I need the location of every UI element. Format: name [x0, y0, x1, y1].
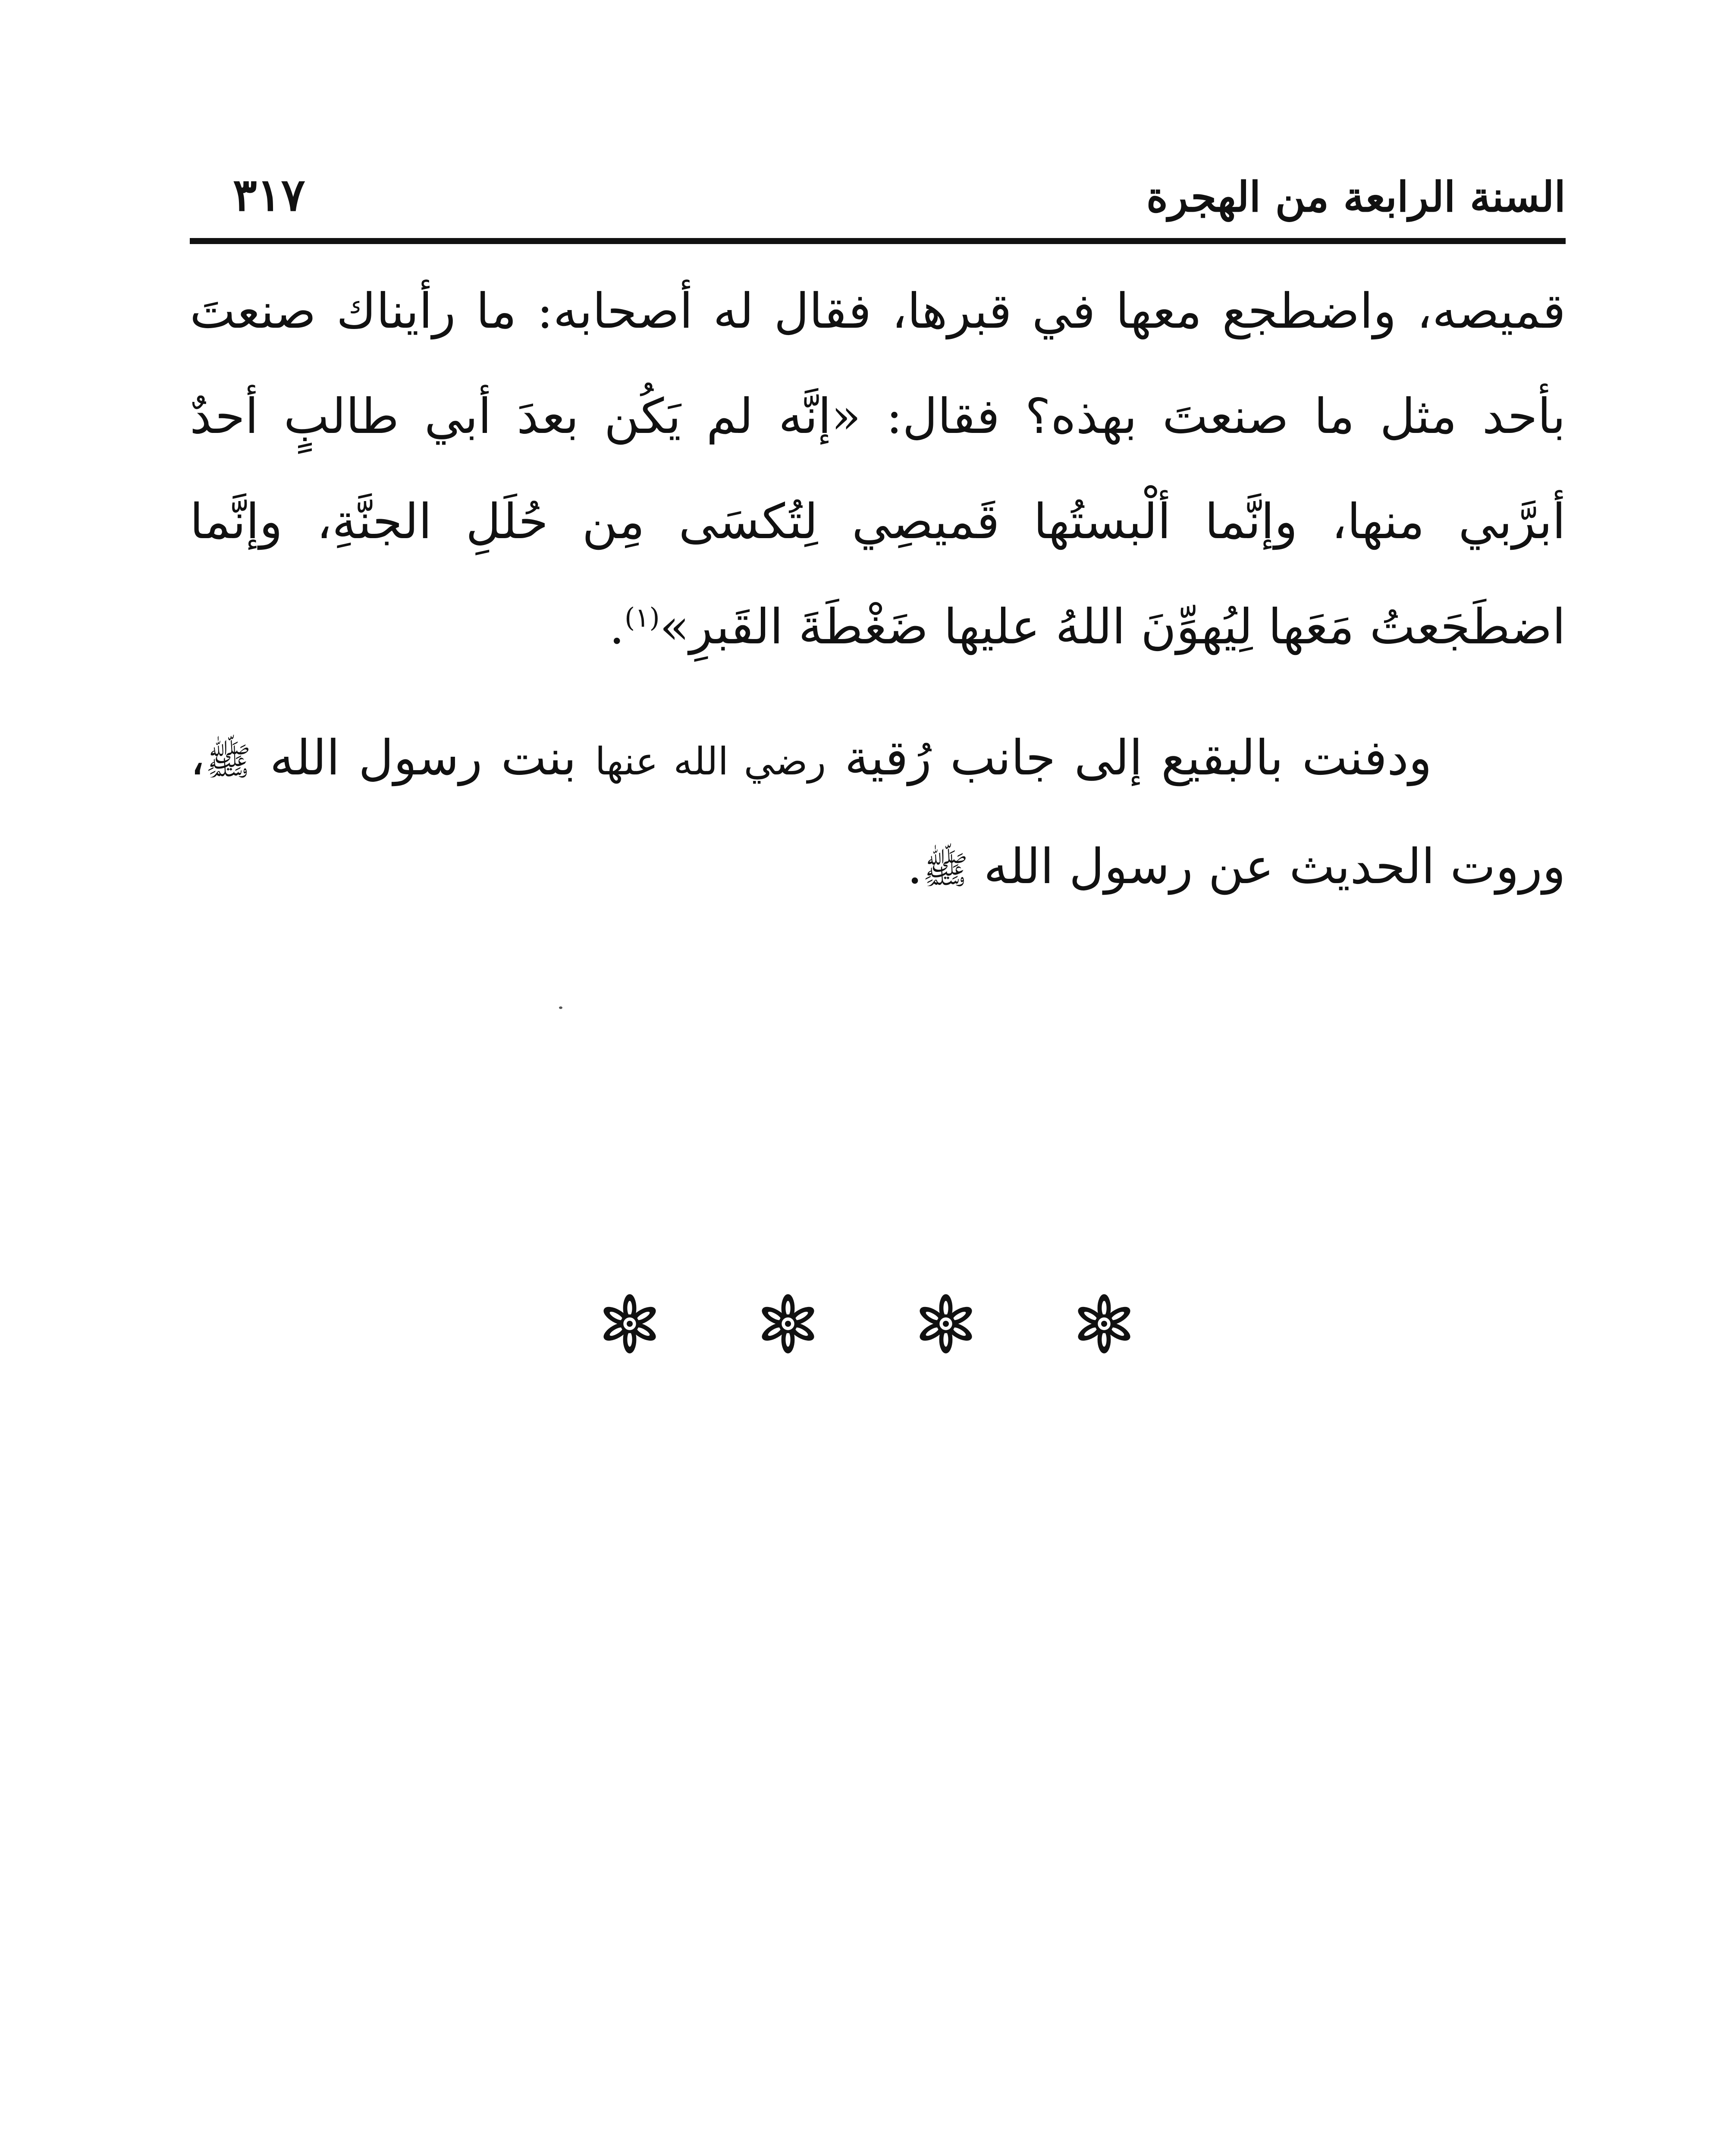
paragraph-2 [190, 705, 1566, 923]
running-header [190, 155, 1566, 229]
paragraph-2-part-b: بنت رسول الله [270, 730, 577, 786]
honorific-prophet: ﷺ [922, 848, 969, 892]
stray-ink-mark [559, 1006, 562, 1009]
header-rule [190, 238, 1566, 244]
page-number: ٣١٧ [233, 168, 305, 221]
flower-ornament-icon [916, 1294, 976, 1354]
paragraph-2-part-c: ، وروت الحديث عن رسول الله [190, 730, 1566, 895]
paragraph-2-end: . [907, 839, 923, 895]
flower-ornament-icon [758, 1294, 818, 1354]
main-text [190, 259, 1566, 923]
flower-ornament-icon [1074, 1294, 1134, 1354]
honorific-ruqayya: رضي الله عنها [595, 739, 826, 783]
honorific-prophet: ﷺ [205, 739, 251, 783]
footnote-reference[interactable]: (١) [624, 602, 660, 633]
flower-ornament-icon [600, 1294, 660, 1354]
section-ornaments [600, 1289, 1134, 1358]
paragraph-2-part-a: ودفنت بالبقيع إلى جانب رُقية [844, 730, 1432, 786]
running-title: السنة الرابعة من الهجرة [1146, 172, 1566, 221]
paragraph-1-text: قميصه، واضطجع معها في قبرها، فقال له أصحابه: ما رأيناك صنعتَ بأحد مثل ما صنعتَ بهذه؟ فقال: «إنَّه لم يَكُن بعدَ أبي طالبٍ أحدٌ أبرَّبي منها، وإنَّما ألْبستُها قَميصِي لِتُكسَى مِن حُلَلِ الجنَّةِ، وإنَّما اضطَجَعتُ مَعَها لِيُهوِّنَ اللهُ عليها ضَغْطَةَ القَبرِ» [190, 283, 1566, 655]
paragraph-1 [190, 259, 1566, 680]
paragraph-1-end: . [609, 599, 625, 655]
